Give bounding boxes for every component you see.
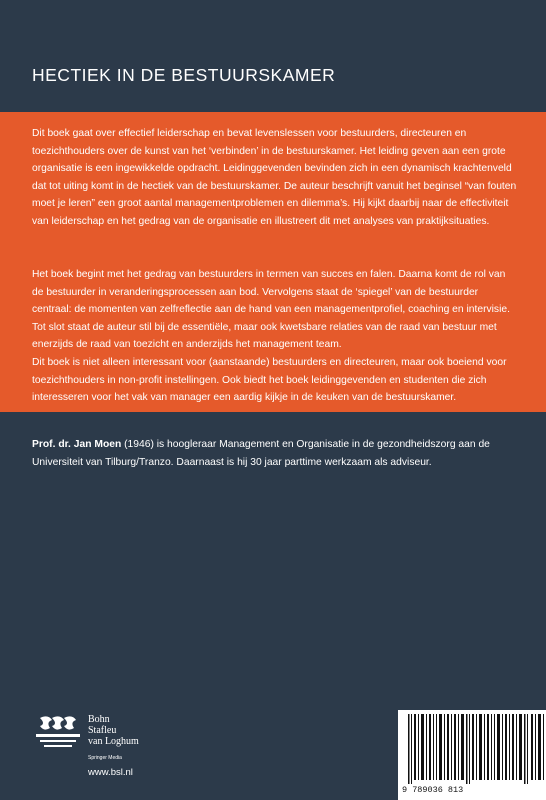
publisher-line-1: Bohn bbox=[88, 714, 110, 725]
publisher-url: www.bsl.nl bbox=[88, 767, 133, 778]
barcode-icon bbox=[398, 710, 546, 784]
summary-paragraph-2: Het boek begint met het gedrag van bestuurders in termen van succes en falen. Daarna komt de rol van de bestuurder in veranderingsprocessen aan bod. Vervolgens staat de ‘spiegel’ van de bestuurder centraal: de momenten van zelfreflectie aan de hand van een managementprofiel, coaching en intervisie. Tot slot staat de auteur stil bij de essentiële, maar ook kwetsbare relaties van de raad van bestuur met enerzijds de raad van toezicht en anderzijds het management team. bbox=[32, 269, 510, 351]
summary-paragraph-1: Dit boek gaat over effectief leiderschap en bevat levenslessen voor bestuurders, directeuren en toezichthouders over de kunst van het ‘verbinden’ in de bestuurskamer. Het leiding geven aan een grote organisatie is een ingewikkelde opdracht. Leidinggevenden bevinden zich in een dynamisch krachtenveld dat tot uiting komt in de hectiek van de bestuurskamer. De auteur beschrijft vanuit het beginsel “van fouten moet je leren” een groot aantal managementproblemen en dilemma’s. Hij kijkt daarbij naar de effectiviteit van leiderschap en het gedrag van de organisatie en illustreert dit met analyses van praktijksituaties. bbox=[32, 128, 517, 227]
author-name: Prof. dr. Jan Moen bbox=[32, 439, 122, 450]
author-bio bbox=[32, 436, 518, 471]
publisher-line-3: van Loghum bbox=[88, 736, 139, 747]
summary-paragraph-3: Dit boek is niet alleen interessant voor (aanstaande) bestuurders en directeuren, maar ook boeiend voor toezichthouders in non-profit instellingen. Ook biedt het boek leidinggevenden en studenten die zich interesseren voor het vak van manager een aardig kijkje in de keuken van de bestuurskamer. bbox=[32, 356, 507, 404]
summary-block-2 bbox=[32, 266, 518, 407]
imprint-label: Springer Media bbox=[88, 755, 122, 761]
author-description: (1946) is hoogleraar Management en Organisatie in de gezondheidszorg aan de Universiteit van Tilburg/Tranzo. Daarnaast is hij 30 jaar parttime werkzaam als adviseur. bbox=[32, 439, 490, 468]
publisher-name bbox=[88, 714, 139, 747]
isbn-number: 9 789036 813 bbox=[402, 785, 464, 795]
header-band bbox=[0, 0, 546, 112]
book-title: HECTIEK IN DE BESTUURSKAMER bbox=[32, 65, 336, 85]
publisher-logo-icon bbox=[36, 714, 80, 750]
publisher-line-2: Stafleu bbox=[88, 725, 117, 736]
